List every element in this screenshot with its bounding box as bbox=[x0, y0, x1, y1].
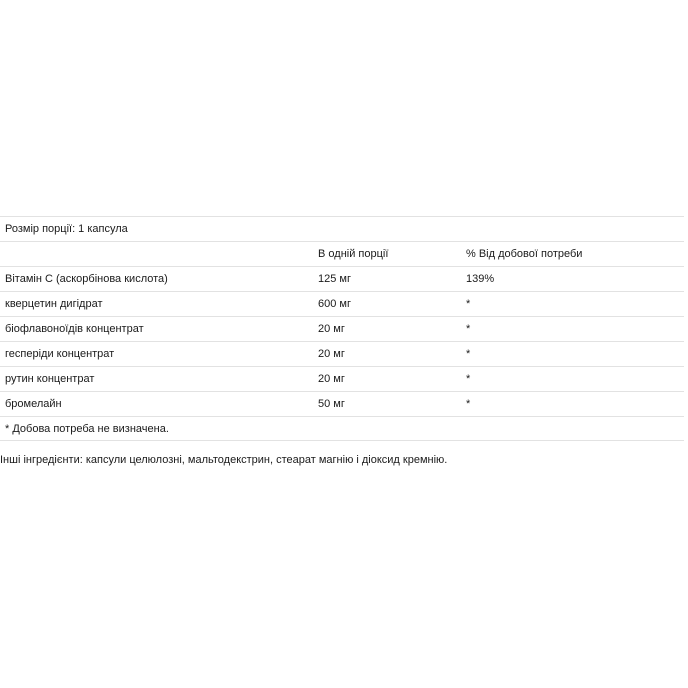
ingredient-name: Вітамін С (аскорбінова кислота) bbox=[5, 273, 168, 285]
ingredient-name: бромелайн bbox=[5, 398, 62, 410]
supplement-facts-table bbox=[0, 216, 684, 441]
table-row bbox=[0, 291, 684, 316]
other-ingredients: Інші інгредієнти: капсули целюлозні, мальтодекстрин, стеарат магнію і діоксид кремнію. bbox=[0, 454, 448, 466]
table-row bbox=[0, 341, 684, 366]
ingredient-name: гесперіди концентрат bbox=[5, 348, 115, 360]
ingredient-amount: 20 мг bbox=[318, 323, 345, 335]
ingredient-amount: 20 мг bbox=[318, 373, 345, 385]
ingredient-daily-value: 139% bbox=[466, 273, 495, 285]
ingredient-amount: 20 мг bbox=[318, 348, 345, 360]
serving-size-row bbox=[0, 216, 684, 241]
footnote: * Добова потреба не визначена. bbox=[5, 423, 169, 435]
daily-value-column-header: % Від добової потреби bbox=[466, 248, 583, 260]
table-row bbox=[0, 391, 684, 416]
table-row bbox=[0, 366, 684, 391]
table-header-row bbox=[0, 241, 684, 266]
ingredient-daily-value: * bbox=[466, 298, 471, 310]
ingredient-amount: 50 мг bbox=[318, 398, 345, 410]
ingredient-daily-value: * bbox=[466, 373, 471, 385]
ingredient-name: біофлавоноїдів концентрат bbox=[5, 323, 144, 335]
ingredient-daily-value: * bbox=[466, 398, 471, 410]
ingredient-daily-value: * bbox=[466, 348, 471, 360]
serving-size: Розмір порції: 1 капсула bbox=[5, 223, 128, 235]
table-row bbox=[0, 266, 684, 291]
amount-column-header: В одній порції bbox=[318, 248, 389, 260]
ingredient-name: кверцетин дигідрат bbox=[5, 298, 103, 310]
table-row bbox=[0, 316, 684, 341]
ingredient-name: рутин концентрат bbox=[5, 373, 95, 385]
footnote-row bbox=[0, 416, 684, 441]
ingredient-amount: 600 мг bbox=[318, 298, 351, 310]
ingredient-amount: 125 мг bbox=[318, 273, 351, 285]
ingredient-daily-value: * bbox=[466, 323, 471, 335]
